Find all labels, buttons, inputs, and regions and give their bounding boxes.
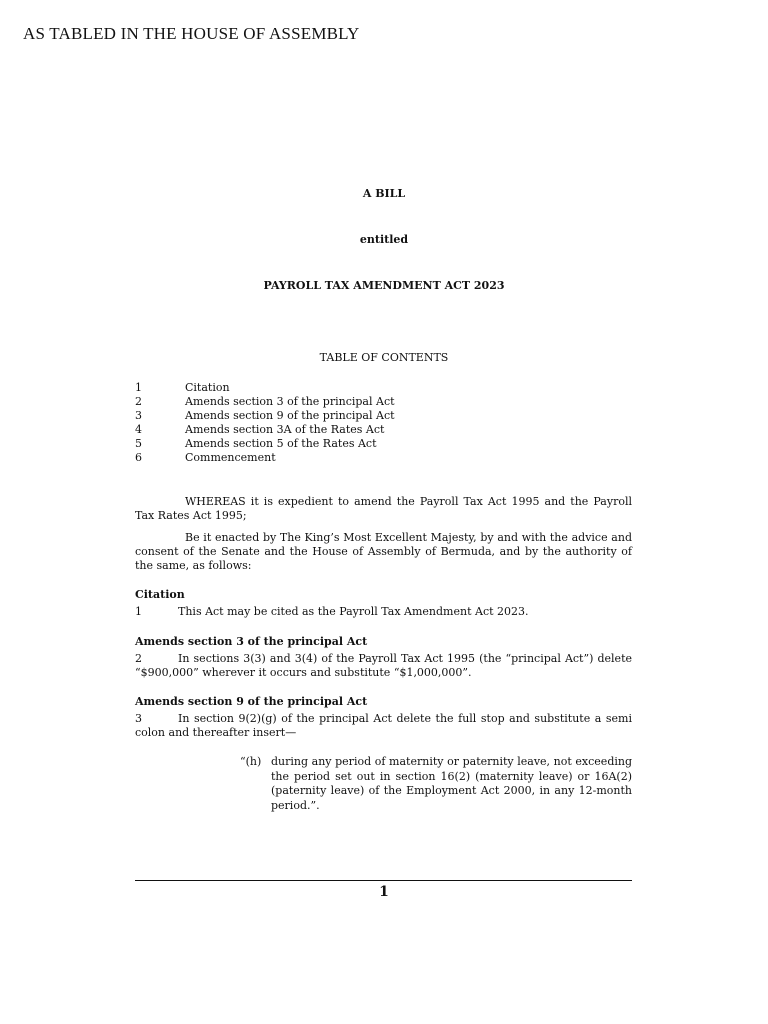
toc-item-number: 2 [135, 395, 142, 408]
inserted-paragraph-label: “(h) [240, 755, 262, 768]
entitled-label: entitled [359, 233, 409, 246]
toc-item[interactable] [135, 381, 635, 395]
toc-item-number: 3 [135, 409, 142, 422]
toc-item-title: Amends section 3 of the principal Act [185, 395, 395, 408]
toc-item-title: Amends section 3A of the Rates Act [185, 423, 385, 436]
section-number: 2 [135, 652, 142, 665]
enacting-text: Be it enacted by The King’s Most Excellent Majesty, by and with the advice and consent of the Senate and the House of Assembly of Bermuda, and by the authority of the same, as follows: [135, 531, 632, 572]
inserted-paragraph-h [240, 755, 632, 813]
section-2-paragraph [135, 652, 632, 680]
toc-item[interactable] [135, 395, 635, 409]
toc-item-number: 4 [135, 423, 142, 436]
section-text: In sections 3(3) and 3(4) of the Payroll Tax Act 1995 (the “principal Act”) delete “$900,000” wherever it occurs and substitute “$1,000,000”. [135, 652, 632, 679]
table-of-contents [135, 381, 635, 465]
toc-item[interactable] [135, 423, 635, 437]
toc-item[interactable] [135, 437, 635, 451]
section-number: 1 [135, 605, 142, 618]
section-heading-amends-section-3: Amends section 3 of the principal Act [135, 635, 368, 648]
section-text: This Act may be cited as the Payroll Tax Amendment Act 2023. [178, 605, 529, 618]
bill-label: A BILL [362, 187, 406, 200]
toc-item-title: Amends section 5 of the Rates Act [185, 437, 377, 450]
inserted-paragraph-text: during any period of maternity or paternity leave, not exceeding the period set out in section 16(2) (maternity leave) or 16A(2) (paternity leave) of the Employment Act 2000, in any 12-month period.”. [271, 755, 632, 812]
toc-item-number: 1 [135, 381, 142, 394]
section-3-paragraph [135, 712, 632, 740]
section-text: In section 9(2)(g) of the principal Act delete the full stop and substitute a semi colon and thereafter insert— [135, 712, 632, 739]
whereas-paragraph [135, 495, 632, 523]
section-heading-amends-section-9: Amends section 9 of the principal Act [135, 695, 368, 708]
act-title: PAYROLL TAX AMENDMENT ACT 2023 [263, 279, 505, 292]
page-number: 1 [379, 884, 389, 900]
toc-item-title: Citation [185, 381, 230, 394]
toc-item-number: 5 [135, 437, 142, 450]
toc-item-title: Commencement [185, 451, 276, 464]
toc-item[interactable] [135, 451, 635, 465]
toc-item-number: 6 [135, 451, 142, 464]
footer-rule [135, 880, 632, 881]
toc-item-title: Amends section 9 of the principal Act [185, 409, 395, 422]
section-number: 3 [135, 712, 142, 725]
tabled-notice: AS TABLED IN THE HOUSE OF ASSEMBLY [23, 24, 360, 43]
section-heading-citation: Citation [135, 588, 185, 601]
toc-heading: TABLE OF CONTENTS [319, 351, 449, 364]
whereas-text: WHEREAS it is expedient to amend the Payroll Tax Act 1995 and the Payroll Tax Rates Act 1995; [135, 495, 632, 522]
section-1-paragraph [135, 605, 632, 619]
toc-item[interactable] [135, 409, 635, 423]
enacting-paragraph [135, 531, 632, 573]
